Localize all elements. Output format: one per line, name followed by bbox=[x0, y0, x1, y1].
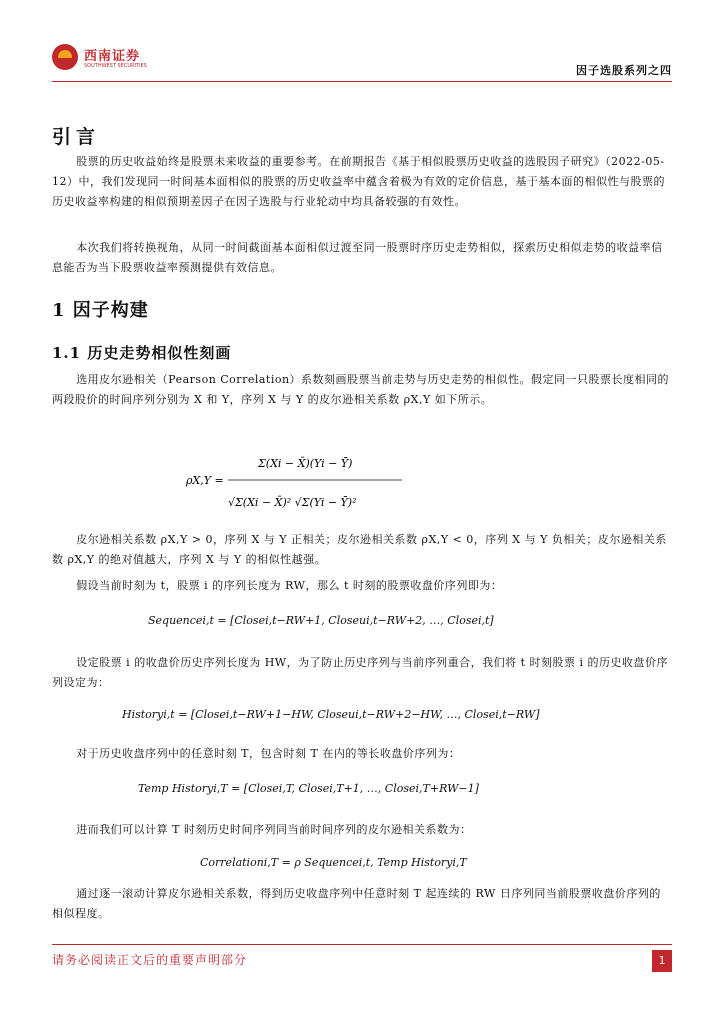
body-paragraph-pearson: 选用皮尔逊相关（Pearson Correlation）系数刻画股票当前走势与历史走势的相似性。假定同一只股票长度相同的两段股价的时间序列分别为 X 和 Y，序列 X 与 Y 的皮尔逊相关系数 ρX,Y 如下所示。 bbox=[52, 373, 670, 406]
formula-sequence: Sequencei,t = [Closei,t−RW+1, Closeui,t−RW+2, …, Closei,t] bbox=[148, 614, 494, 627]
body-paragraph-sequence-intro: 假设当前时刻为 t，股票 i 的序列长度为 RW，那么 t 时刻的股票收盘价序列即为： bbox=[76, 579, 503, 592]
formula-numerator: Σ(Xi − X̄)(Yi − Ȳ) bbox=[258, 457, 353, 470]
body-paragraph-correlation-intro: 进而我们可以计算 T 时刻历史时间序列同当前时间序列的皮尔逊相关系数为： bbox=[76, 823, 472, 836]
footer-notice: 请务必阅读正文后的重要声明部分 bbox=[52, 953, 248, 967]
logo-cn-text: 西南证券 bbox=[84, 49, 141, 64]
intro-paragraph-1: 股票的历史收益始终是股票未来收益的重要参考。在前期报告《基于相似股票历史收益的选股因子研究》（2022-05-12）中，我们发现同一时间基本面相似的股票的历史收益率中蕴含着极为有效的定价信息，基于基本面的相似性与股票的历史收益率构建的相似预期差因子在因子选股与行业轮动中均具备较强的有效性。 bbox=[52, 155, 665, 208]
formula-temp-history: Temp Historyi,T = [Closei,T, Closei,T+1, …, Closei,T+RW−1] bbox=[138, 782, 479, 795]
formula-rho-lhs: ρX,Y = bbox=[186, 474, 224, 487]
body-paragraph-history-intro: 设定股票 i 的收盘价历史序列长度为 HW，为了防止历史序列与当前序列重合，我们将 t 时刻股票 i 的历史收盘价序列设定为： bbox=[52, 656, 669, 689]
body-paragraph-correlation-sign: 皮尔逊相关系数 ρX,Y > 0，序列 X 与 Y 正相关；皮尔逊相关系数 ρX,Y < 0，序列 X 与 Y 负相关；皮尔逊相关系数 ρX,Y 的绝对值越大，序列 X 与 Y 的相似性越强。 bbox=[52, 533, 667, 566]
body-paragraph-temp-history-intro: 对于历史收盘序列中的任意时刻 T，包含时刻 T 在内的等长收盘价序列为： bbox=[76, 747, 461, 760]
formula-history: Historyi,t = [Closei,t−RW+1−HW, Closeui,t−RW+2−HW, …, Closei,t−RW] bbox=[122, 708, 540, 721]
logo-en-text: SOUTHWEST SECURITIES bbox=[84, 63, 147, 69]
report-series-title: 因子选股系列之四 bbox=[576, 64, 672, 77]
logo-mark-icon bbox=[52, 44, 78, 70]
footer-divider bbox=[52, 944, 672, 945]
subsection-heading: 1.1 历史走势相似性刻画 bbox=[52, 344, 232, 362]
formula-correlation: Correlationi,T = ρ Sequencei,t, Temp Historyi,T bbox=[200, 856, 467, 869]
intro-heading: 引言 bbox=[52, 126, 101, 148]
header-divider bbox=[52, 81, 672, 82]
section-heading: 1 因子构建 bbox=[52, 300, 149, 321]
page-number: 1 bbox=[652, 950, 672, 972]
intro-paragraph-2: 本次我们将转换视角，从同一时间截面基本面相似过渡至同一股票时序历史走势相似，探索历史相似走势的收益率信息能否为当下股票收益率预测提供有效信息。 bbox=[52, 241, 663, 274]
body-paragraph-rolling: 通过逐一滚动计算皮尔逊相关系数，得到历史收盘序列中任意时刻 T 起连续的 RW 日序列同当前股票收盘价序列的相似程度。 bbox=[52, 887, 661, 920]
company-logo bbox=[52, 44, 152, 74]
formula-denominator: √Σ(Xi − X̄)² √Σ(Yi − Ȳ)² bbox=[228, 496, 357, 509]
pearson-formula bbox=[180, 440, 420, 524]
